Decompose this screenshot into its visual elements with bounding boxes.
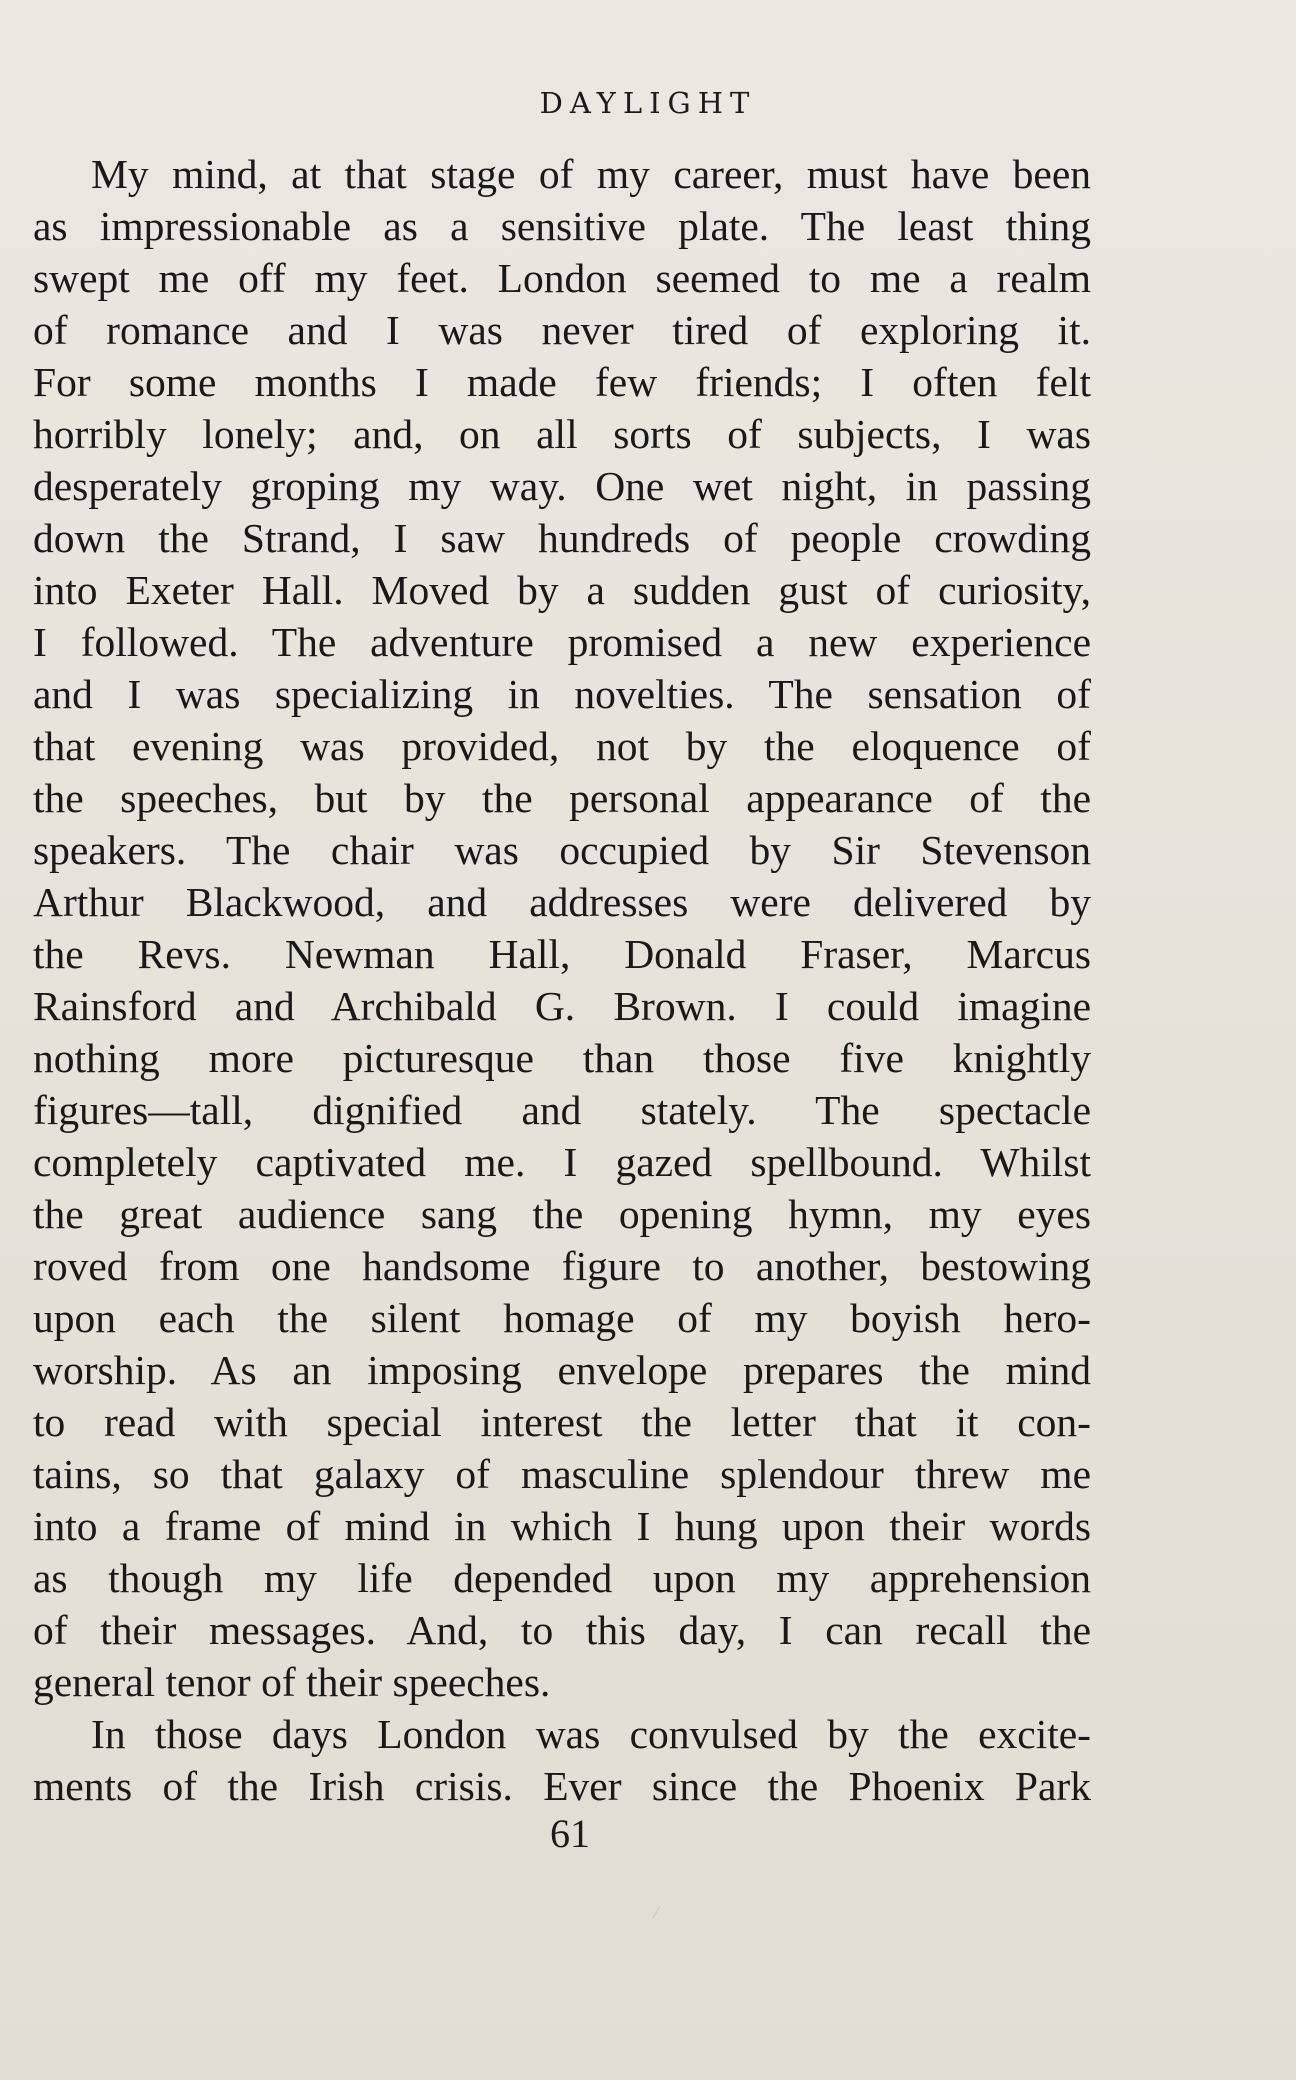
page-number: 61 [550, 1811, 590, 1856]
text-line: I followed. The adventure promised a new experience [33, 619, 1091, 665]
text-line: desperately groping my way. One wet night, in passing [33, 463, 1091, 509]
text-line: In those days London was convulsed by the excite- [91, 1711, 1091, 1757]
text-line: to read with special interest the letter that it con- [33, 1399, 1091, 1445]
text-line: down the Strand, I saw hundreds of people crowding [33, 515, 1091, 561]
text-line: of their messages. And, to this day, I can recall the [33, 1607, 1091, 1653]
text-line: tains, so that galaxy of masculine splendour threw me [33, 1451, 1091, 1497]
text-line: and I was specializing in novelties. The sensation of [33, 671, 1091, 717]
text-line: as impressionable as a sensitive plate. The least thing [33, 203, 1091, 249]
text-line: For some months I made few friends; I often felt [33, 359, 1091, 405]
text-line: My mind, at that stage of my career, must have been [91, 151, 1091, 197]
text-line: Rainsford and Archibald G. Brown. I could imagine [33, 983, 1091, 1029]
text-line: roved from one handsome figure to another, bestowing [33, 1243, 1091, 1289]
text-line: of romance and I was never tired of exploring it. [33, 307, 1091, 353]
text-line: as though my life depended upon my apprehension [33, 1555, 1091, 1601]
text-line: the great audience sang the opening hymn, my eyes [33, 1191, 1091, 1237]
text-line: general tenor of their speeches. [33, 1659, 551, 1705]
text-line: completely captivated me. I gazed spellbound. Whilst [33, 1139, 1091, 1185]
paper-mark [652, 1906, 669, 1924]
text-line: into Exeter Hall. Moved by a sudden gust of curiosity, [33, 567, 1091, 613]
text-line: figures—tall, dignified and stately. The spectacle [33, 1087, 1091, 1133]
text-line: nothing more picturesque than those five knightly [33, 1035, 1091, 1081]
text-line: that evening was provided, not by the eloquence of [33, 723, 1091, 769]
text-line: ments of the Irish crisis. Ever since the Phoenix Park [33, 1763, 1091, 1809]
text-line: speakers. The chair was occupied by Sir Stevenson [33, 827, 1091, 873]
text-line: into a frame of mind in which I hung upon their words [33, 1503, 1091, 1549]
text-line: the speeches, but by the personal appearance of the [33, 775, 1091, 821]
text-line: the Revs. Newman Hall, Donald Fraser, Marcus [33, 931, 1091, 977]
text-line: Arthur Blackwood, and addresses were delivered by [33, 879, 1091, 925]
running-head: DAYLIGHT [539, 86, 757, 120]
text-line: upon each the silent homage of my boyish hero- [33, 1295, 1091, 1341]
text-line: worship. As an imposing envelope prepares the mind [33, 1347, 1091, 1393]
text-line: swept me off my feet. London seemed to me a realm [33, 255, 1091, 301]
text-line: horribly lonely; and, on all sorts of subjects, I was [33, 411, 1091, 457]
body-text [33, 148, 1091, 1812]
